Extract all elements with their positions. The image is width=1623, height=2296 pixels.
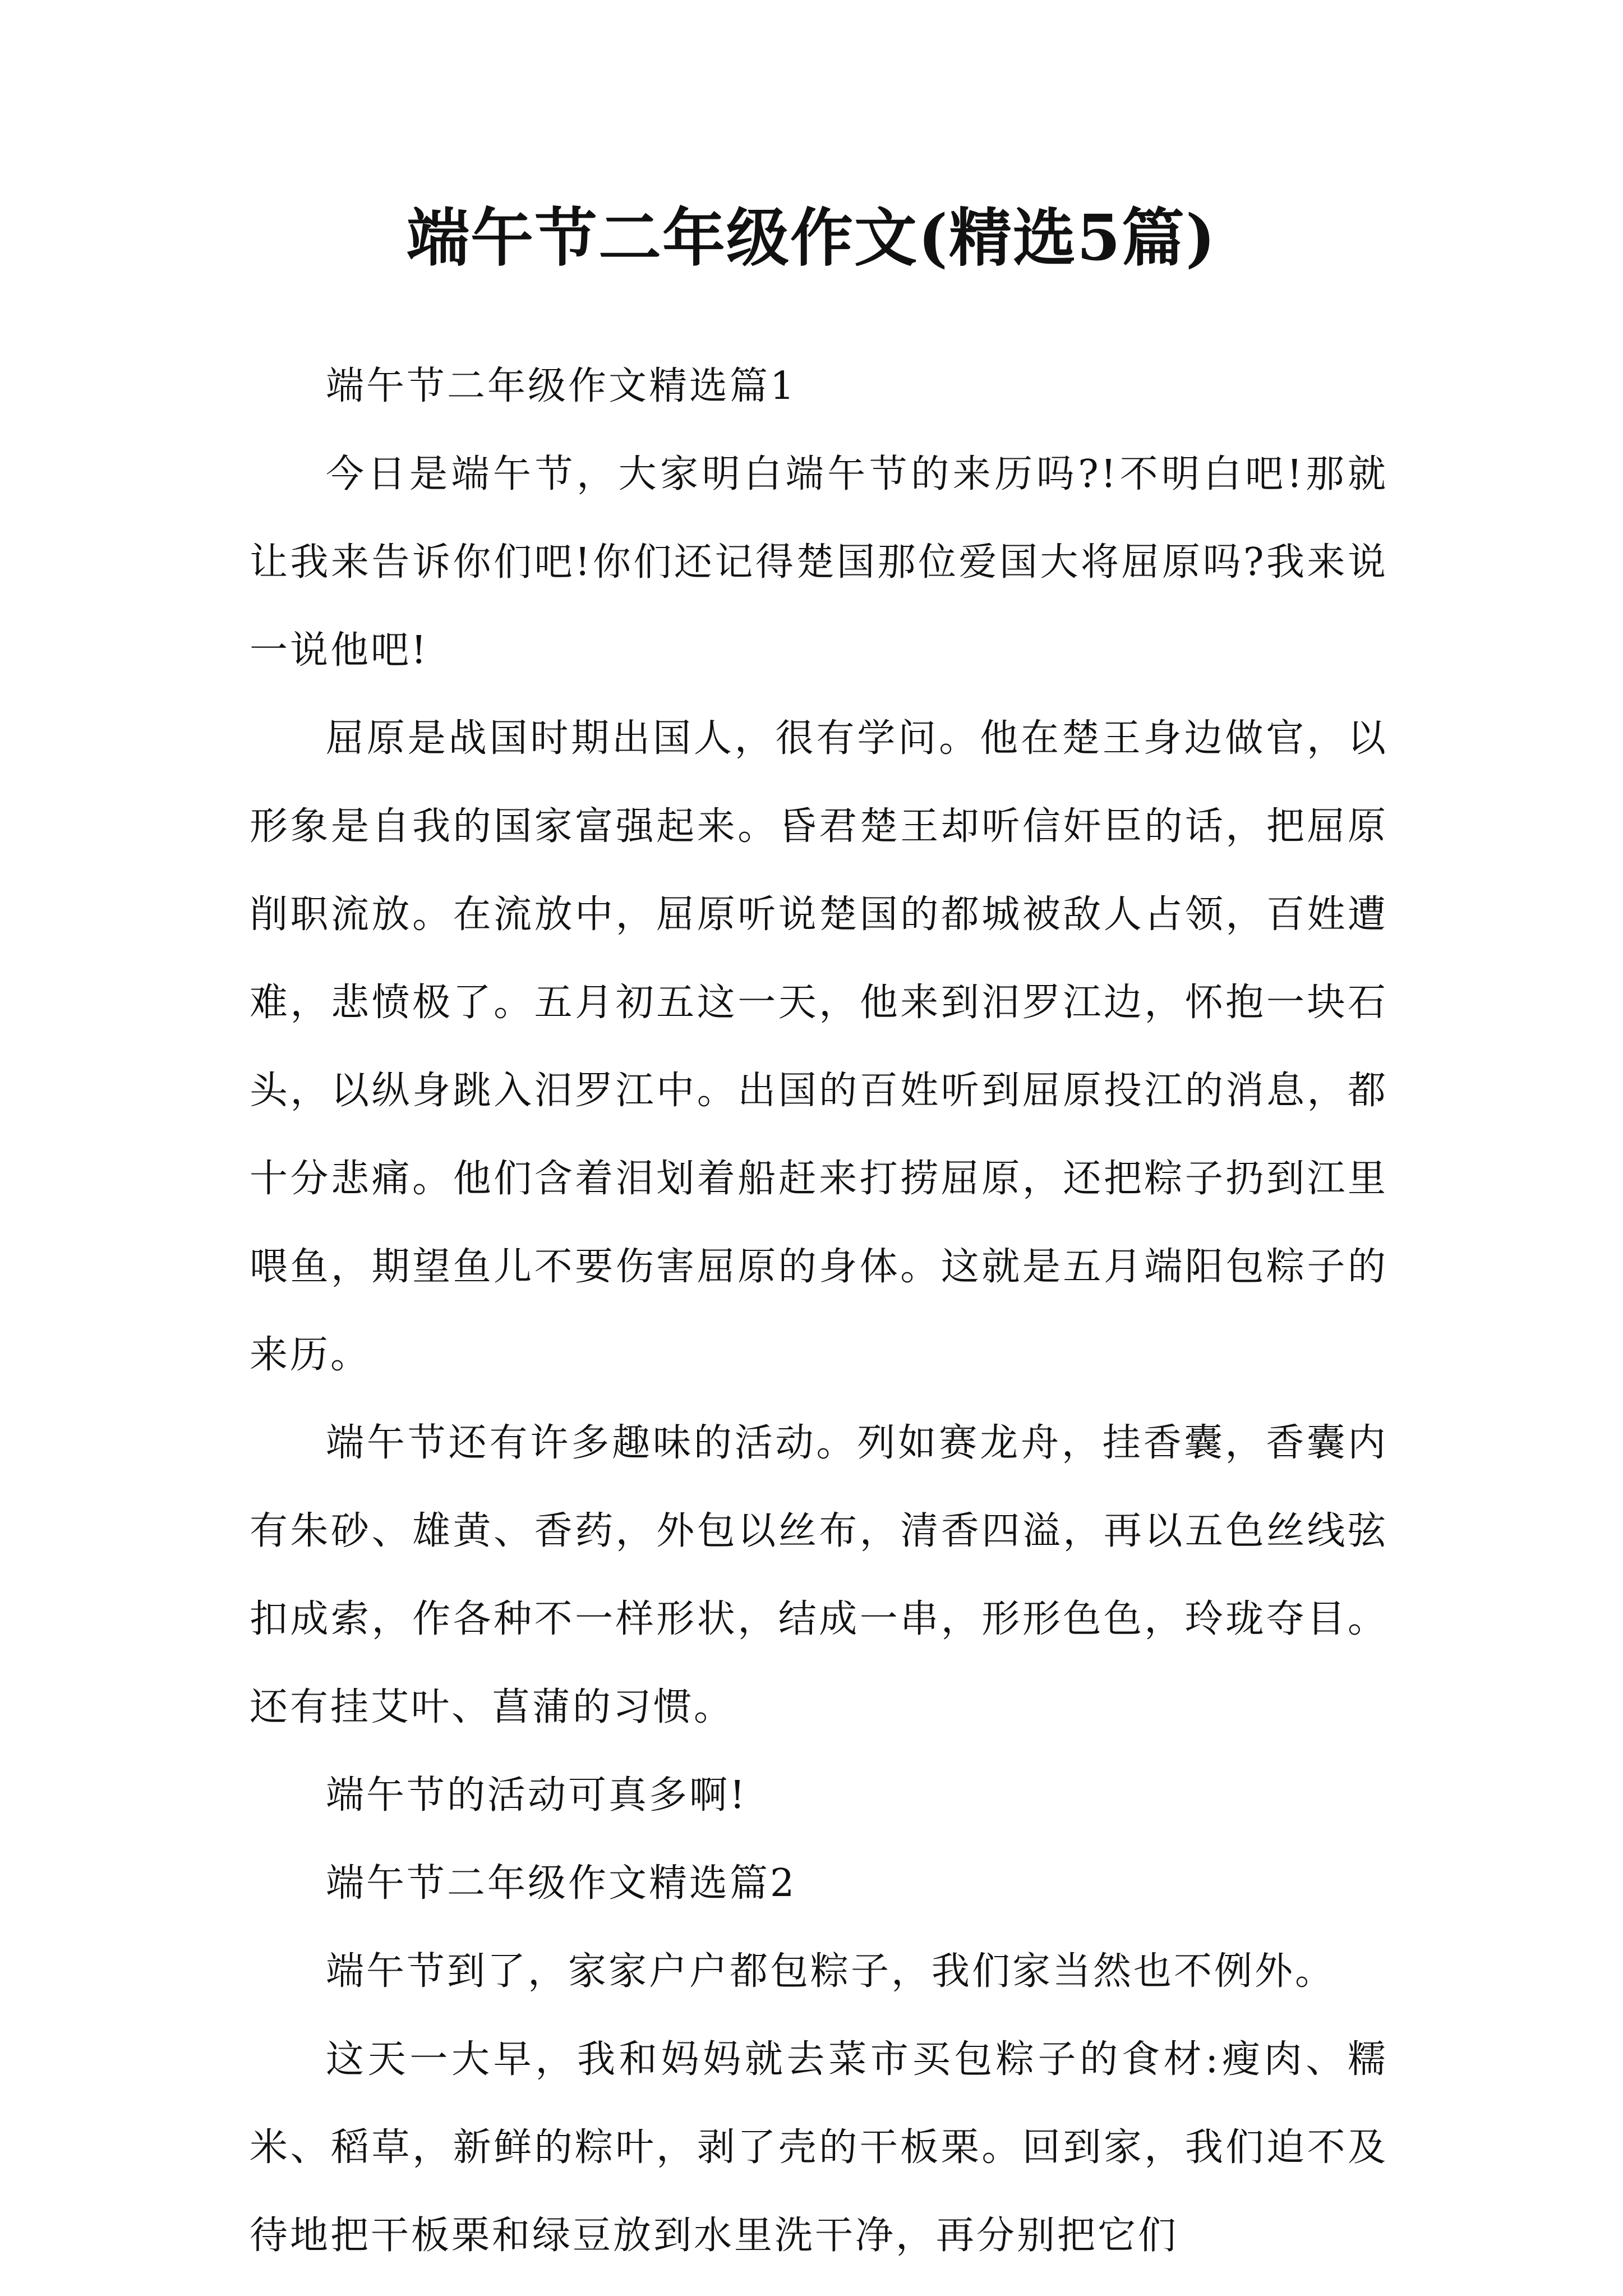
paragraph: 屈原是战国时期出国人，很有学问。他在楚王身边做官，以形象是自我的国家富强起来。昏君楚王却听信奸臣的话，把屈原削职流放。在流放中，屈原听说楚国的都城被敌人占领，百姓遭难，悲愤极了。五月初五这一天，他来到汨罗江边，怀抱一块石头，以纵身跳入汨罗江中。出国的百姓听到屈原投江的消息，都十分悲痛。他们含着泪划着船赶来打捞屈原，还把粽子扔到江里喂鱼，期望鱼儿不要伤害屈原的身体。这就是五月端阳包粽子的来历。 [250, 716, 1388, 1377]
paragraph: 端午节到了，家家户户都包粽子，我们家当然也不例外。 [326, 1949, 1336, 1994]
paragraph: 端午节的活动可真多啊! [326, 1773, 748, 1818]
paragraph: 今日是端午节，大家明白端午节的来历吗?!不明白吧!那就让我来告诉你们吧!你们还记得楚国那位爱国大将屈原吗?我来说一说他吧! [250, 452, 1388, 673]
section-heading-1: 端午节二年级作文精选篇1 [326, 364, 797, 408]
document-title: 端午节二年级作文(精选5篇) [407, 201, 1216, 275]
paragraph: 端午节还有许多趣味的活动。列如赛龙舟，挂香囊，香囊内有朱砂、雄黄、香药，外包以丝布，清香四溢，再以五色丝线弦扣成索，作各种不一样形状，结成一串，形形色色，玲珑夺目。还有挂艾叶、菖蒲的习惯。 [250, 1421, 1388, 1729]
paragraph: 这天一大早，我和妈妈就去菜市买包粽子的食材:瘦肉、糯米、稻草，新鲜的粽叶，剥了壳的干板栗。回到家，我们迫不及待地把干板栗和绿豆放到水里洗干净，再分别把它们 [250, 2037, 1388, 2258]
document-body [250, 342, 1388, 2280]
section-heading-2: 端午节二年级作文精选篇2 [326, 1861, 797, 1906]
